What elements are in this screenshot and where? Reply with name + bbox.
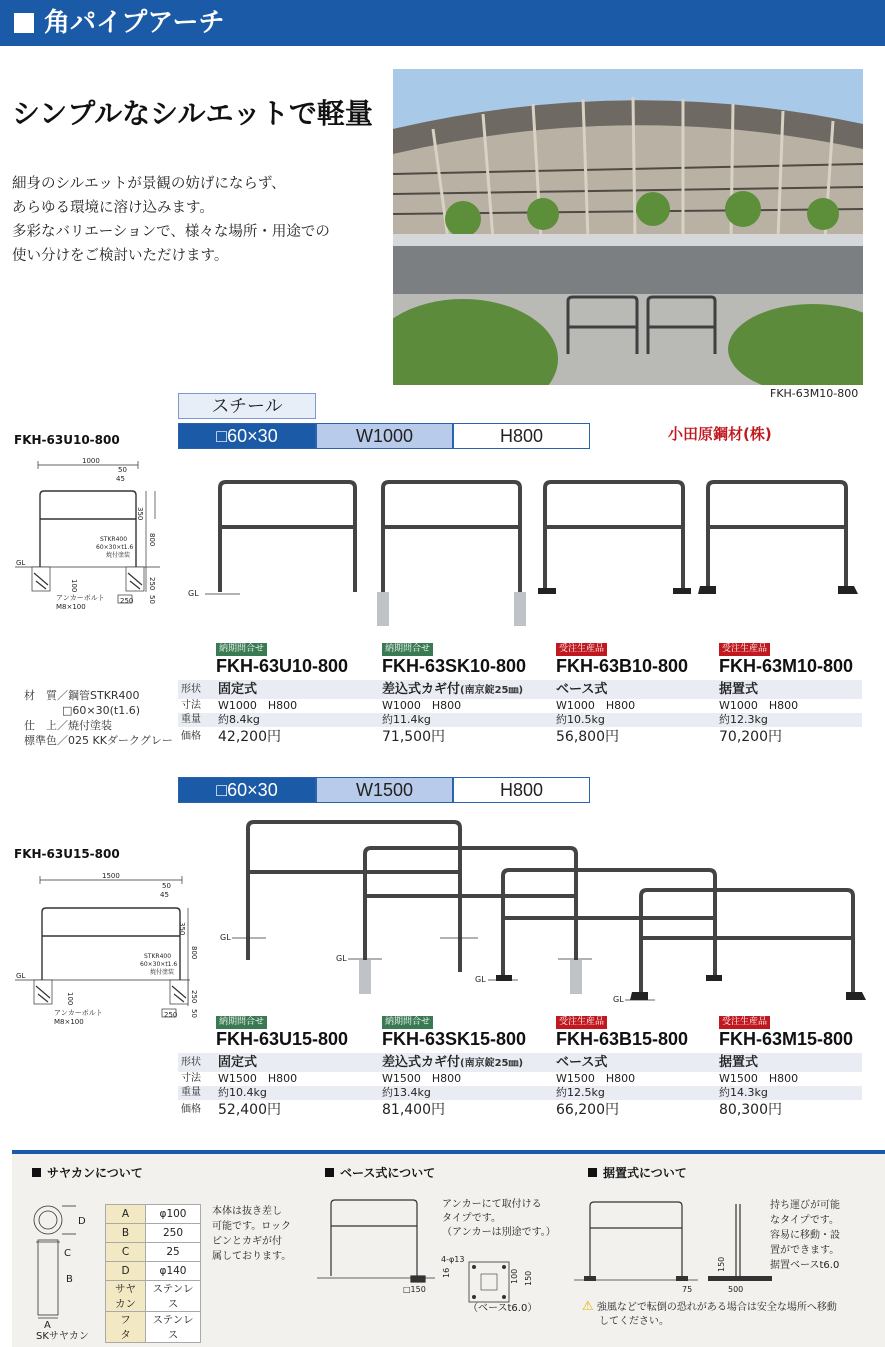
- intro-line: 細身のシルエットが景観の妨げにならず、: [12, 176, 286, 192]
- svg-text:60×30×t1.6: 60×30×t1.6: [96, 544, 134, 551]
- product-photo: [393, 69, 863, 385]
- model-number: FKH-63B15-800: [556, 1029, 689, 1049]
- drawing-model-label: FKH-63U15-800: [14, 847, 120, 861]
- table-row: 価格 52,400円 81,400円 66,200円 80,300円: [181, 1102, 782, 1118]
- page-title: 角パイプアーチ: [44, 8, 225, 38]
- spec-height: H800: [453, 423, 590, 449]
- material-line: □60×30(t1.6): [62, 704, 140, 717]
- spec-table: [178, 1053, 862, 1120]
- base-type-title: ベース式について: [325, 1164, 435, 1181]
- model-number: FKH-63B10-800: [556, 656, 689, 676]
- sayakan-title: サヤカンについて: [32, 1164, 143, 1181]
- page-header: [0, 0, 885, 46]
- warning-text: 強風などで転倒の恐れがある場合は安全な場所へ移動: [596, 1302, 837, 1313]
- headline: シンプルなシルエットで軽量: [12, 97, 373, 130]
- intro-line: 使い分けをご検討いただけます。: [12, 248, 229, 264]
- stand-type-diagram: [574, 1194, 774, 1294]
- svg-text:□150: □150: [403, 1285, 426, 1294]
- dimension-drawing: [10, 455, 190, 615]
- base-type-text: アンカーにて取付ける タイプです。 （アンカーは別途です。）: [442, 1199, 556, 1238]
- table-row: 重量 約8.4kg 約11.4kg 約10.5kg 約12.3kg: [178, 713, 862, 727]
- model-number: FKH-63U10-800: [216, 656, 349, 676]
- svg-text:アンカーボルト: アンカーボルト: [56, 594, 105, 602]
- square-icon: [14, 13, 34, 33]
- table-row: 形状 固定式 差込式カギ付(南京錠25㎜) ベース式 据置式: [178, 680, 862, 699]
- status-badge: 納期問合せ: [216, 1016, 267, 1029]
- model-number: FKH-63U15-800: [216, 1029, 349, 1049]
- intro-text: [12, 172, 330, 268]
- table-row: 寸法 W1000 H800 W1000 H800 W1000 H800 W1000 H800: [181, 699, 799, 712]
- sayakan-caption: SKサヤカン: [36, 1331, 89, 1342]
- table-row: 価格 42,200円 71,500円 56,800円 70,200円: [181, 729, 782, 745]
- table-row: C 25: [106, 1243, 201, 1262]
- svg-text:焼付塗装: 焼付塗装: [106, 552, 131, 559]
- svg-text:45: 45: [160, 891, 169, 899]
- status-badge: 納期問合せ: [382, 1016, 433, 1029]
- status-badge: 受注生産品: [719, 643, 770, 656]
- material-line: 仕 上／焼付塗装: [24, 719, 112, 732]
- spec-size: □60×30: [178, 423, 316, 449]
- spec-width: W1500: [316, 777, 453, 803]
- status-badge: 納期問合せ: [216, 643, 267, 656]
- table-row: フ タ ステンレス: [106, 1312, 201, 1343]
- svg-text:800: 800: [190, 946, 198, 960]
- svg-text:GL: GL: [16, 972, 26, 980]
- svg-text:B: B: [66, 1274, 73, 1285]
- svg-text:50: 50: [148, 595, 156, 604]
- status-badge: 納期問合せ: [382, 643, 433, 656]
- svg-text:50: 50: [162, 882, 171, 890]
- svg-text:A: A: [44, 1320, 51, 1331]
- table-row: B 250: [106, 1224, 201, 1243]
- sayakan-table: [105, 1204, 201, 1343]
- svg-text:GL: GL: [475, 975, 486, 984]
- svg-text:150: 150: [524, 1270, 533, 1286]
- svg-text:350: 350: [136, 507, 144, 521]
- svg-text:C: C: [64, 1248, 71, 1259]
- materials-list: [24, 688, 173, 748]
- svg-text:GL: GL: [188, 589, 199, 598]
- material-line: 材 質／鋼管STKR400: [24, 689, 140, 702]
- svg-text:250: 250: [190, 990, 198, 1004]
- material-tab: スチール: [178, 393, 316, 419]
- table-row: 寸法 W1500 H800 W1500 H800 W1500 H800 W1500 H800: [181, 1072, 799, 1085]
- stand-type-text: 持ち運びが可能 なタイプです。 容易に移動・設 置ができます。 据置ベースt6.0: [770, 1200, 840, 1271]
- svg-text:250: 250: [120, 597, 134, 605]
- maker-name: 小田原鋼材(株): [668, 425, 772, 443]
- svg-text:1000: 1000: [82, 457, 100, 465]
- spec-width: W1000: [316, 423, 453, 449]
- model-number: FKH-63M10-800: [719, 656, 854, 676]
- svg-text:800: 800: [148, 533, 156, 547]
- status-badge: 受注生産品: [719, 1016, 770, 1029]
- svg-text:GL: GL: [220, 933, 231, 942]
- photo-caption: FKH-63M10-800: [770, 387, 859, 400]
- info-panel: [12, 1150, 885, 1347]
- svg-text:50: 50: [190, 1009, 198, 1018]
- table-row: D φ140: [106, 1262, 201, 1281]
- dimension-drawing: [12, 868, 202, 1028]
- sayakan-diagram: [26, 1190, 96, 1330]
- svg-text:4-φ13: 4-φ13: [441, 1255, 465, 1264]
- svg-text:M8×100: M8×100: [54, 1018, 84, 1026]
- table-row: A φ100: [106, 1205, 201, 1224]
- status-badge: 受注生産品: [556, 643, 607, 656]
- spec-size: □60×30: [178, 777, 316, 803]
- svg-text:GL: GL: [16, 559, 26, 567]
- status-badge: 受注生産品: [556, 1016, 607, 1029]
- svg-text:M8×100: M8×100: [56, 603, 86, 611]
- model-number: FKH-63M15-800: [719, 1029, 854, 1049]
- intro-line: あらゆる環境に溶け込みます。: [12, 200, 214, 216]
- spec-table: [178, 680, 862, 747]
- svg-text:焼付塗装: 焼付塗装: [150, 969, 175, 976]
- model-number: FKH-63SK15-800: [382, 1029, 527, 1049]
- stand-type-title: 据置式について: [588, 1164, 687, 1181]
- material-line: 標準色／025 KKダークグレー: [24, 734, 173, 747]
- base-type-note: （ベースt6.0）: [468, 1303, 538, 1314]
- svg-text:250: 250: [164, 1011, 178, 1019]
- arch-illustrations: [200, 812, 880, 1012]
- arch-illustrations: [180, 470, 860, 650]
- svg-text:250: 250: [148, 577, 156, 591]
- svg-text:150: 150: [717, 1256, 726, 1272]
- svg-text:100: 100: [510, 1268, 519, 1284]
- svg-text:75: 75: [682, 1285, 693, 1294]
- svg-text:STKR400: STKR400: [144, 953, 172, 960]
- svg-text:100: 100: [70, 579, 78, 593]
- svg-text:D: D: [78, 1216, 86, 1227]
- svg-text:100: 100: [66, 992, 74, 1006]
- spec-height: H800: [453, 777, 590, 803]
- svg-text:350: 350: [178, 922, 186, 936]
- svg-text:GL: GL: [613, 995, 624, 1004]
- svg-text:50: 50: [118, 466, 127, 474]
- svg-text:STKR400: STKR400: [100, 536, 128, 543]
- svg-text:45: 45: [116, 475, 125, 483]
- table-row: 重量 約10.4kg 約13.4kg 約12.5kg 約14.3kg: [178, 1086, 862, 1100]
- warning-text: してください。: [599, 1316, 669, 1327]
- sayakan-text: 本体は抜き差し 可能です。ロック ピンとカギが付 属しております。: [212, 1206, 292, 1262]
- svg-text:60×30×t1.6: 60×30×t1.6: [140, 961, 178, 968]
- warning-icon: ⚠: [582, 1299, 594, 1314]
- warning: [582, 1300, 837, 1329]
- svg-text:500: 500: [728, 1285, 744, 1294]
- svg-text:1500: 1500: [102, 872, 120, 880]
- intro-line: 多彩なバリエーションで、様々な場所・用途での: [12, 224, 330, 240]
- table-row: 形状 固定式 差込式カギ付(南京錠25㎜) ベース式 据置式: [178, 1053, 862, 1072]
- svg-text:16: 16: [442, 1267, 451, 1278]
- svg-text:GL: GL: [336, 954, 347, 963]
- model-number: FKH-63SK10-800: [382, 656, 527, 676]
- table-row: サヤカン ステンレス: [106, 1281, 201, 1312]
- drawing-model-label: FKH-63U10-800: [14, 433, 120, 447]
- svg-text:アンカーボルト: アンカーボルト: [54, 1009, 103, 1017]
